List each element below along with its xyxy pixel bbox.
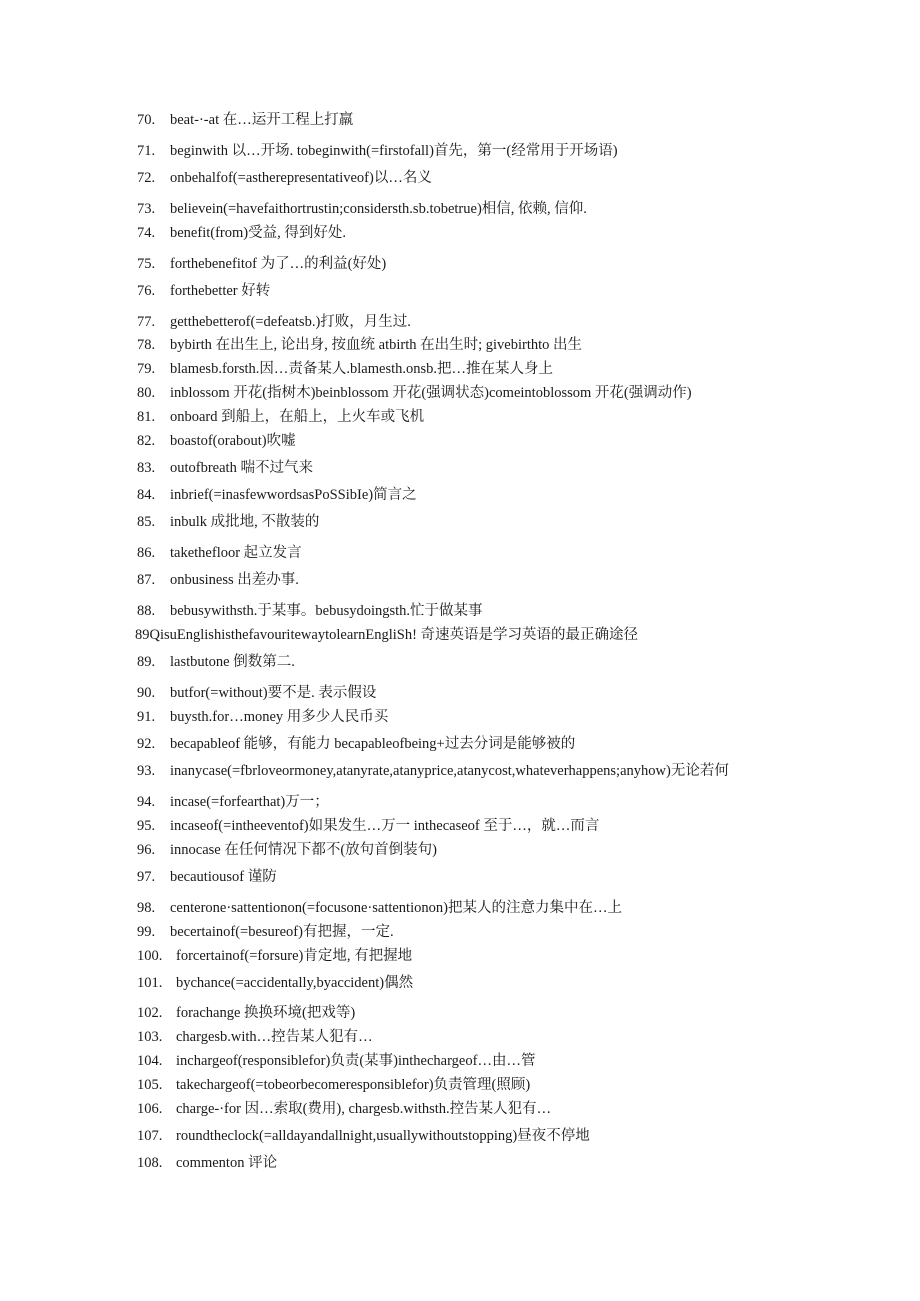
item-number: 86.: [137, 545, 156, 561]
item-number: 72.: [137, 170, 156, 186]
item-number: 95.: [137, 818, 156, 834]
item-number: 102.: [137, 1005, 163, 1021]
item-text: inchargeof(responsiblefor)负责(某事)inthechargeof…由…管: [176, 1053, 536, 1069]
item-text: forachange 换换环境(把戏等): [176, 1005, 356, 1021]
item-text: getthebetterof(=defeatsb.)打败，月生过.: [170, 314, 411, 330]
item-text: inbrief(=inasfewwordsasPoSSibIe)简言之: [170, 487, 417, 503]
item-number: 82.: [137, 433, 156, 449]
item-number: 78.: [137, 337, 156, 353]
item-number: 92.: [137, 736, 156, 752]
item-text: bebusywithsth.于某事。bebusydoingsth.忙于做某事: [170, 603, 483, 619]
item-number: 88.: [137, 603, 156, 619]
item-text: forthebenefitof 为了…的利益(好处): [170, 256, 387, 272]
item-number: 105.: [137, 1077, 163, 1093]
item-text: butfor(=without)要不是. 表示假设: [170, 685, 377, 701]
item-text: bychance(=accidentally,byaccident)偶然: [176, 975, 414, 991]
item-number: 91.: [137, 709, 156, 725]
item-text: beat-·-at 在…运开工程上打羸: [170, 112, 354, 128]
item-number: 97.: [137, 869, 156, 885]
item-number: 96.: [137, 842, 156, 858]
item-text: takechargeof(=tobeorbecomeresponsiblefor)负责管理(照顾): [176, 1077, 531, 1093]
item-number: 98.: [137, 900, 156, 916]
item-text: chargesb.with…控告某人犯有…: [176, 1029, 373, 1045]
item-text: 89QisuEnglishisthefavouritewaytolearnEngliSh! 奇速英语是学习英语的最正确途径: [135, 627, 639, 643]
item-text: incaseof(=intheeventof)如果发生…万一 inthecaseof 至于…，就…而言: [170, 818, 600, 834]
item-text: becertainof(=besureof)有把握，一定.: [170, 924, 394, 940]
item-text: boastof(orabout)吹嘘: [170, 433, 296, 449]
item-text: incase(=forfearthat)万一；: [170, 794, 329, 810]
item-text: becautiousof 谨防: [170, 869, 277, 885]
item-number: 107.: [137, 1128, 163, 1144]
item-number: 81.: [137, 409, 156, 425]
item-number: 94.: [137, 794, 156, 810]
item-text: innocase 在任何情况下都不(放句首倒装句): [170, 842, 438, 858]
item-text: onboard 到船上，在船上，上火车或飞机: [170, 409, 425, 425]
item-number: 101.: [137, 975, 163, 991]
item-number: 103.: [137, 1029, 163, 1045]
item-text: believein(=havefaithortrustin;considersth.sb.tobetrue)相信, 依赖, 信仰.: [170, 201, 587, 217]
item-text: beginwith 以…开场. tobeginwith(=firstofall)首先，第一(经常用于开场语): [170, 143, 618, 159]
item-number: 87.: [137, 572, 156, 588]
item-number: 79.: [137, 361, 156, 377]
item-text: blamesb.forsth.因…责备某人.blamesth.onsb.把…推在某人身上: [170, 361, 554, 377]
item-number: 71.: [137, 143, 156, 159]
item-text: forcertainof(=forsure)肯定地, 有把握地: [176, 948, 413, 964]
item-text: inanycase(=fbrloveormoney,atanyrate,atanyprice,atanycost,whateverhappens;anyhow)无论若何: [170, 763, 729, 779]
item-text: buysth.for…money 用多少人民币买: [170, 709, 389, 725]
item-text: inbulk 成批地, 不散装的: [170, 514, 320, 530]
item-text: charge-·for 因…索取(费用), chargesb.withsth.控告某人犯有…: [176, 1101, 552, 1117]
item-number: 73.: [137, 201, 156, 217]
item-text: commenton 评论: [176, 1155, 278, 1171]
item-number: 77.: [137, 314, 156, 330]
item-number: 93.: [137, 763, 156, 779]
item-number: 99.: [137, 924, 156, 940]
item-text: outofbreath 喘不过气来: [170, 460, 313, 476]
item-number: 80.: [137, 385, 156, 401]
item-number: 74.: [137, 225, 156, 241]
item-text: benefit(from)受益, 得到好处.: [170, 225, 346, 241]
item-number: 106.: [137, 1101, 163, 1117]
item-text: centerone·sattentionon(=focusone·sattentionon)把某人的注意力集中在…上: [170, 900, 622, 916]
item-number: 100.: [137, 948, 163, 964]
item-text: forthebetter 好转: [170, 283, 271, 299]
item-number: 90.: [137, 685, 156, 701]
item-number: 85.: [137, 514, 156, 530]
item-text: lastbutone 倒数第二.: [170, 654, 295, 670]
item-number: 108.: [137, 1155, 163, 1171]
item-number: 75.: [137, 256, 156, 272]
item-number: 76.: [137, 283, 156, 299]
item-text: onbusiness 出差办事.: [170, 572, 299, 588]
item-text: takethefloor 起立发言: [170, 545, 302, 561]
item-number: 89.: [137, 654, 156, 670]
item-text: inblossom 开花(指树木)beinblossom 开花(强调状态)comeintoblossom 开花(强调动作): [170, 385, 692, 401]
item-text: becapableof 能够，有能力 becapableofbeing+过去分词是能够被的: [170, 736, 576, 752]
item-number: 70.: [137, 112, 156, 128]
item-text: bybirth 在出生上, 论出身, 按血统 atbirth 在出生时; givebirthto 出生: [170, 337, 583, 353]
item-number: 104.: [137, 1053, 163, 1069]
item-number: 83.: [137, 460, 156, 476]
item-text: onbehalfof(=astherepresentativeof)以…名义: [170, 170, 432, 186]
item-number: 84.: [137, 487, 156, 503]
item-text: roundtheclock(=alldayandallnight,usuallywithoutstopping)昼夜不停地: [176, 1128, 590, 1144]
